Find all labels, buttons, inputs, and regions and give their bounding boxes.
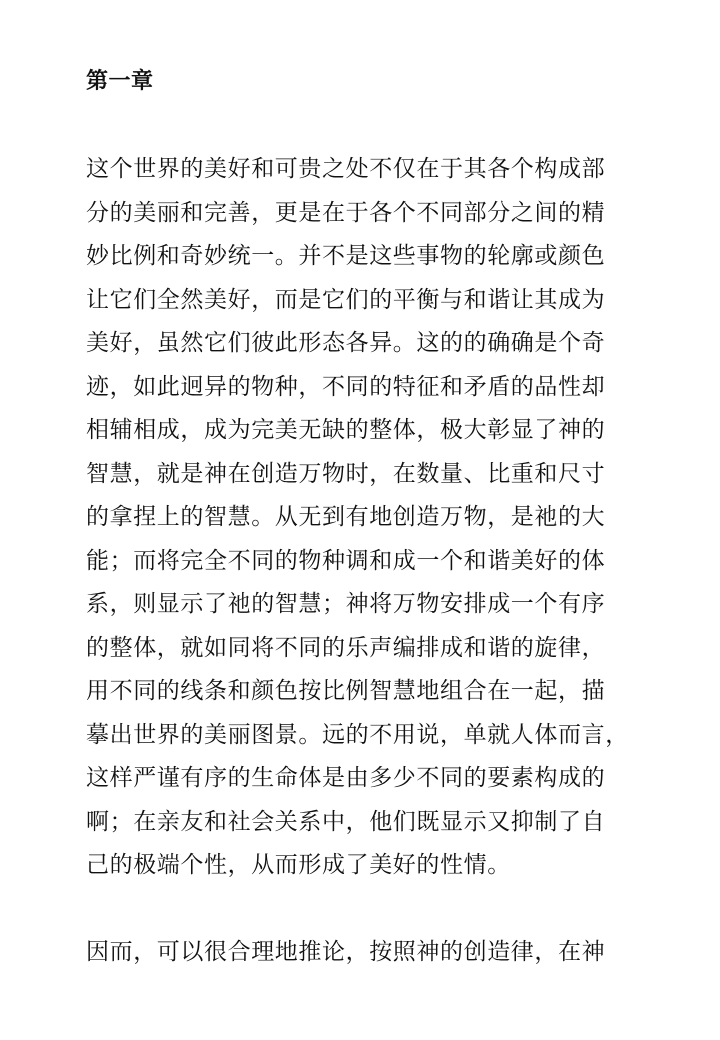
text-line: 妙比例和奇妙统一。并不是这些事物的轮廓或颜色 (86, 243, 606, 269)
text-line: 己的极端个性，从而形成了美好的性情。 (86, 852, 511, 878)
document-page (86, 62, 629, 974)
text-line: 美好，虽然它们彼此形态各异。这的的确确是个奇 (86, 330, 606, 356)
text-line: 啊；在亲友和社会关系中，他们既显示又抑制了自 (86, 808, 606, 835)
paragraph (86, 931, 626, 975)
text-line: 用不同的线条和颜色按比例智慧地组合在一起，描 (86, 678, 606, 704)
text-line: 迹，如此迥异的物种，不同的特征和矛盾的品性却 (86, 373, 606, 400)
paragraph (86, 148, 629, 888)
text-line: 相辅相成，成为完美无缺的整体，极大彰显了神的 (86, 417, 606, 443)
text-line: 这样严谨有序的生命体是由多少不同的要素构成的 (86, 765, 606, 791)
text-line: 摹出世界的美丽图景。远的不用说，单就人体而言， (86, 721, 629, 748)
text-line: 让它们全然美好，而是它们的平衡与和谐让其成为 (86, 286, 606, 313)
chapter-title: 第一章 (86, 69, 154, 94)
text-line: 智慧，就是神在创造万物时，在数量、比重和尺寸 (86, 460, 606, 487)
text-line: 因而，可以很合理地推论，按照神的创造律，在神 (86, 938, 606, 965)
text-line: 能；而将完全不同的物种调和成一个和谐美好的体 (86, 547, 606, 574)
text-line: 分的美丽和完善，更是在于各个不同部分之间的精 (86, 199, 606, 226)
text-line: 系，则显示了祂的智慧；神将万物安排成一个有序 (86, 591, 606, 617)
text-line: 这个世界的美好和可贵之处不仅在于其各个构成部 (86, 156, 606, 182)
text-line: 的拿捏上的智慧。从无到有地创造万物，是祂的大 (86, 504, 606, 530)
text-line: 的整体，就如同将不同的乐声编排成和谐的旋律， (86, 634, 606, 661)
